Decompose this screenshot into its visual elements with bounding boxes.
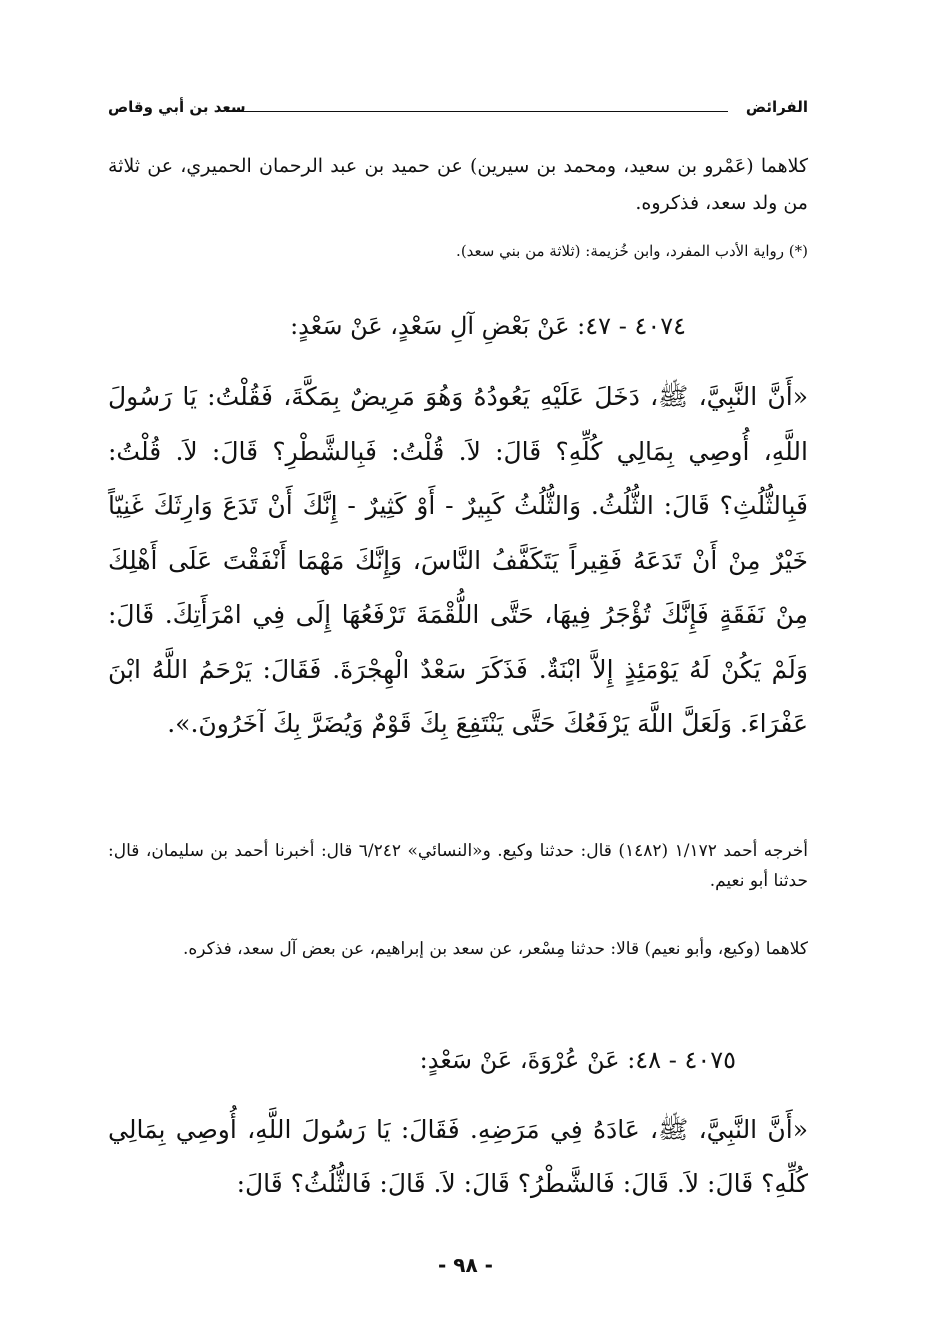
header-chapter: الفرائض xyxy=(745,98,808,116)
header-topic: سعد بن أبي وقاص xyxy=(108,98,246,116)
hadith-4074-takhrij: أخرجه أحمد ١/١٧٢ (١٤٨٢) قال: حدثنا وكيع. و«النسائي» ٦/٢٤٢ قال: أخبرنا أحمد بن سليمان، قال: حدثنا أبو نعيم. xyxy=(108,841,808,891)
running-header xyxy=(108,96,808,118)
footnote: (*) رواية الأدب المفرد، وابن خُزيمة: (ثلاثة من بني سعد). xyxy=(456,242,808,260)
hadith-4075-text: «أَنَّ النَّبِيَّ، ﷺ، عَادَهُ فِي مَرَضِهِ. فَقَالَ: يَا رَسُولَ اللَّهِ، أُوصِي بِمَالِي كُلِّهِ؟ قَالَ: لاَ. قَالَ: فَالشَّطْرُ؟ قَالَ: لاَ. قَالَ: فَالثُّلُثُ؟ قَالَ: xyxy=(108,1115,808,1198)
intro-paragraph: كلاهما (عَمْرو بن سعيد، ومحمد بن سيرين) عن حميد بن عبد الرحمان الحميري، عن ثلاثة من ولد سعد، فذكروه. xyxy=(108,155,808,214)
page-number: - ٩٨ - xyxy=(438,1253,493,1277)
hadith-4074-text: «أَنَّ النَّبِيَّ، ﷺ، دَخَلَ عَلَيْهِ يَعُودُهُ وَهُوَ مَرِيضٌ بِمَكَّةَ، فَقُلْتُ: يَا رَسُولَ اللَّهِ، أُوصِي بِمَالِي كُلِّهِ؟ قَالَ: لاَ. قُلْتُ: فَبِالشَّطْرِ؟ قَالَ: لاَ. قُلْتُ: فَبِالثُّلُثِ؟ قَالَ: الثُّلُثُ. وَالثُّلُثُ كَبِيرٌ - أَوْ كَثِيرٌ - إِنَّكَ أَنْ تَدَعَ وَارِثَكَ غَنِيّاً خَيْرٌ مِنْ أَنْ تَدَعَهُ فَقِيراً يَتَكَفَّفُ النَّاسَ، وَإِنَّكَ مَهْمَا أَنْفَقْتَ عَلَى أَهْلِكَ مِنْ نَفَقَةٍ فَإِنَّكَ تُؤْجَرُ فِيهَا، حَتَّى اللُّقْمَةَ تَرْفَعُهَا إِلَى فِي امْرَأَتِكَ. قَالَ: وَلَمْ يَكُنْ لَهُ يَوْمَئِذٍ إِلاَّ ابْنَةٌ. فَذَكَرَ سَعْدٌ الْهِجْرَةَ. فَقَالَ: يَرْحَمُ اللَّهُ ابْنَ عَفْرَاءَ. وَلَعَلَّ اللَّهَ يَرْفَعُكَ حَتَّى يَنْتَفِعَ بِكَ قَوْمٌ وَيُضَرَّ بِكَ آخَرُونَ.». xyxy=(108,382,808,738)
hadith-4074-heading: ٤٠٧٤ - ٤٧: عَنْ بَعْضِ آلِ سَعْدٍ، عَنْ سَعْدٍ: xyxy=(290,312,686,340)
hadith-4075-heading: ٤٠٧٥ - ٤٨: عَنْ عُرْوَةَ، عَنْ سَعْدٍ: xyxy=(419,1046,736,1074)
header-rule xyxy=(226,111,728,112)
hadith-4074-takhrij-note: كلاهما (وكيع، وأبو نعيم) قالا: حدثنا مِسْعر، عن سعد بن إبراهيم، عن بعض آل سعد، فذكره. xyxy=(182,939,808,959)
